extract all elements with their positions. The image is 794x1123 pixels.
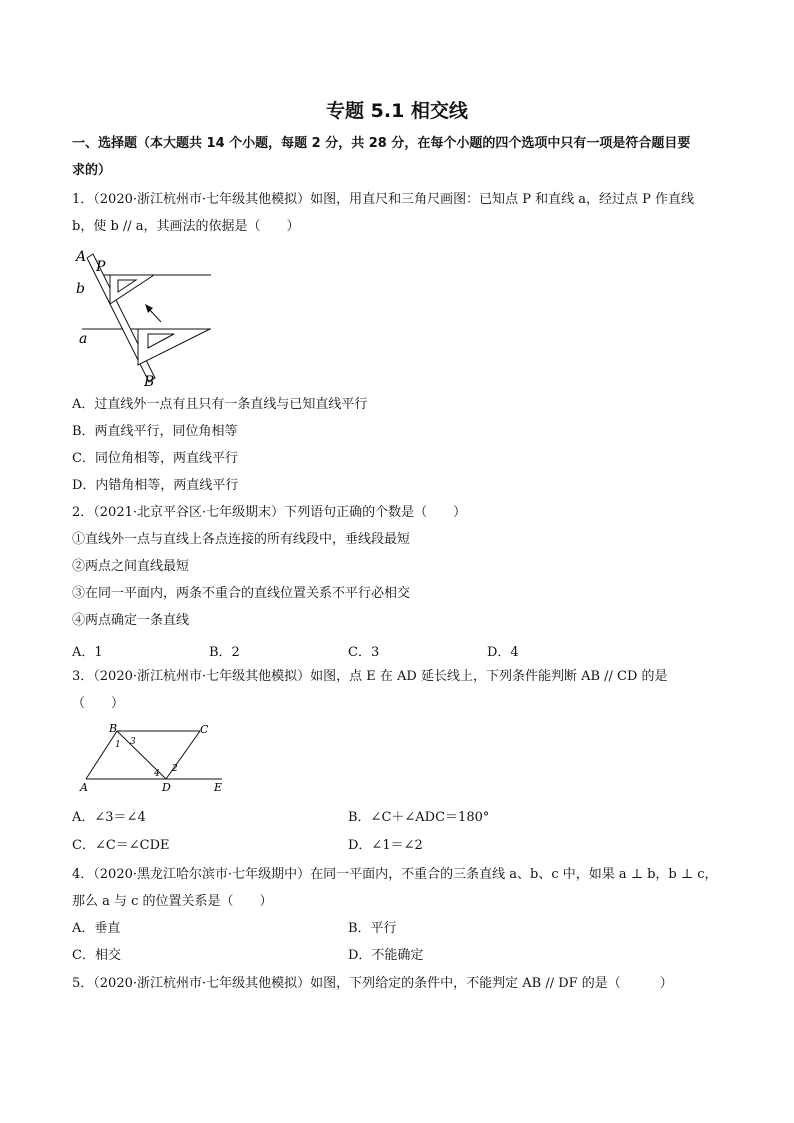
q2-option-c: C．3: [348, 645, 380, 660]
q4-stem-line1: 4．（2020·黑龙江哈尔滨市·七年级期中）在同一平面内，不重合的三条直线 a、b、c 中，如果 a ⊥ b，b ⊥ c，: [72, 867, 718, 882]
label-C: C: [200, 723, 209, 736]
q3-stem-line2: （ ）: [72, 696, 125, 711]
q2-statement-2: ②两点之间直线最短: [72, 559, 190, 574]
q3-option-b: B．∠C＋∠ADC＝180°: [348, 810, 490, 825]
segment-AB: [86, 731, 117, 779]
q5-stem-line1: 5．（2020·浙江杭州市·七年级其他模拟）如图，下列给定的条件中，不能判定 AB // DF 的是（ ）: [72, 976, 673, 991]
label-D: D: [162, 781, 171, 794]
label-angle-3: 3: [130, 737, 136, 747]
q2-statement-1: ①直线外一点与直线上各点连接的所有线段中，垂线段最短: [72, 532, 411, 547]
label-angle-2: 2: [172, 764, 178, 774]
label-P: P: [96, 259, 106, 275]
q3-option-d: D．∠1＝∠2: [348, 838, 423, 853]
triangle-upper: [110, 275, 154, 304]
label-b: b: [76, 281, 85, 297]
label-angle-4: 4: [154, 769, 160, 779]
q4-option-c: C．相交: [72, 948, 121, 963]
q1-option-b: B．两直线平行，同位角相等: [72, 424, 238, 439]
label-B: B: [109, 722, 118, 735]
q4-option-a: A．垂直: [72, 921, 121, 936]
q1-option-a: A．过直线外一点有且只有一条直线与已知直线平行: [72, 397, 368, 412]
q1-option-d: D．内错角相等，两直线平行: [72, 478, 239, 493]
q2-option-b: B．2: [209, 645, 240, 660]
label-angle-1: 1: [115, 740, 121, 750]
q1-figure: [74, 248, 224, 388]
page-title: 专题 5.1 相交线: [326, 100, 468, 122]
q4-option-d: D．不能确定: [348, 948, 424, 963]
q1-option-c: C．同位角相等，两直线平行: [72, 451, 238, 466]
q3-option-a: A．∠3＝∠4: [72, 810, 146, 825]
q2-option-d: D．4: [487, 645, 519, 660]
q4-option-b: B．平行: [348, 921, 397, 936]
q2-statement-4: ④两点确定一条直线: [72, 613, 190, 628]
q1-stem-line1: 1．（2020·浙江杭州市·七年级其他模拟）如图，用直尺和三角尺画图：已知点 P 和直线 a，经过点 P 作直线: [72, 192, 695, 207]
label-A: A: [76, 249, 87, 265]
q3-figure: [72, 720, 232, 795]
q2-stem: 2．（2021·北京平谷区·七年级期末）下列语句正确的个数是（ ）: [72, 505, 467, 520]
label-E: E: [214, 781, 223, 794]
label-A: A: [80, 781, 88, 794]
section-heading-line2: 求的）: [72, 163, 112, 178]
label-a: a: [79, 331, 88, 347]
q2-option-a: A．1: [72, 645, 103, 660]
q1-stem-line2: b，使 b // a，其画法的依据是（ ）: [72, 219, 300, 234]
q4-stem-line2: 那么 a 与 c 的位置关系是（ ）: [72, 894, 273, 909]
section-heading-line1: 一、选择题（本大题共 14 个小题，每题 2 分，共 28 分，在每个小题的四个选项中只有一项是符合题目要: [72, 136, 691, 151]
q2-statement-3: ③在同一平面内，两条不重合的直线位置关系不平行必相交: [72, 586, 411, 601]
label-B: B: [144, 374, 155, 388]
q3-option-c: C．∠C＝∠CDE: [72, 838, 170, 853]
q3-stem-line1: 3．（2020·浙江杭州市·七年级其他模拟）如图，点 E 在 AD 延长线上，下列条件能判断 AB // CD 的是: [72, 669, 668, 684]
